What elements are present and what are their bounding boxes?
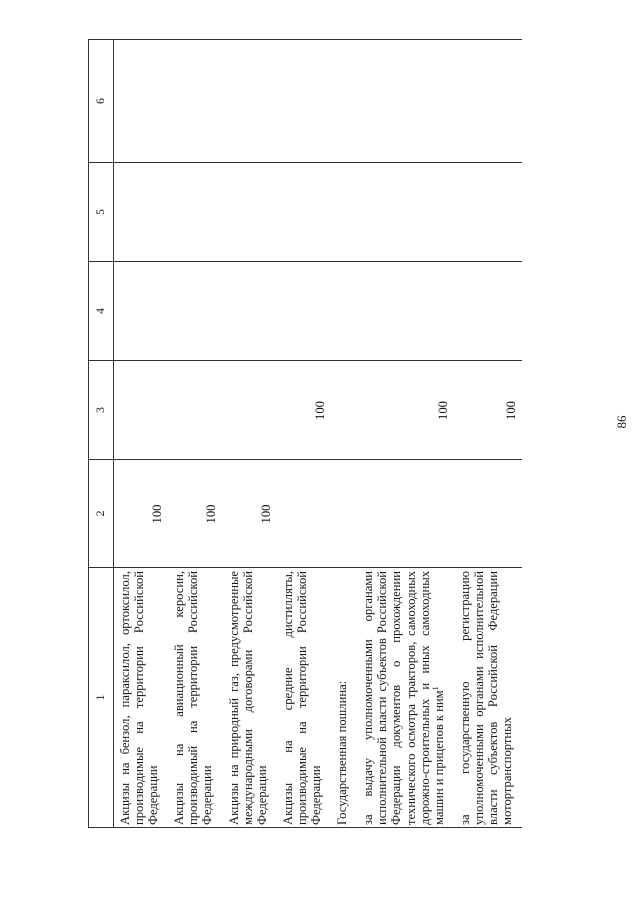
row-value-col2 <box>331 460 357 568</box>
budget-table <box>88 39 522 828</box>
table-row <box>168 40 222 828</box>
row-description: за государственную регистрацию уполномоченными органами исполнительной власти субъектов Российской Федерации мотортранспортных <box>454 568 522 828</box>
row-empty-col5 <box>277 163 331 262</box>
row-empty-col6 <box>277 40 331 163</box>
column-header-1: 1 <box>89 568 114 828</box>
column-header-5: 5 <box>89 163 114 262</box>
row-empty-col4 <box>223 262 277 361</box>
rotated-table-container <box>88 40 628 828</box>
row-empty-col6 <box>114 40 169 163</box>
table-row <box>357 40 454 828</box>
row-value-col2 <box>277 460 331 568</box>
row-description: Акцизы на средние дистилляты, производимые на территории Российской Федерации <box>277 568 331 828</box>
row-empty-col5 <box>223 163 277 262</box>
row-empty-col5 <box>357 163 454 262</box>
row-empty-col5 <box>168 163 222 262</box>
row-description-text: за выдачу уполномоченными органами исполнительной власти субъектов Российской Федерации документов о прохождении технического осмотра тракторов, самоходных дорожно-строительных и иных самоходных машин и прицепов к ним <box>361 571 446 825</box>
row-description-heading: Государственная пошлина: <box>331 568 357 828</box>
row-empty-col4 <box>357 262 454 361</box>
row-value-col3 <box>114 361 169 460</box>
row-description: Акцизы на бензол, параксилол, ортоксилол, производимые на территории Российской Федерации <box>114 568 169 828</box>
row-empty-col6 <box>454 40 522 163</box>
row-empty-col5 <box>114 163 169 262</box>
row-value-col3 <box>168 361 222 460</box>
row-empty-col4 <box>168 262 222 361</box>
row-empty-col6 <box>223 40 277 163</box>
row-value-col2 <box>454 460 522 568</box>
row-value-col3: 100 <box>454 361 522 460</box>
row-empty-col4 <box>277 262 331 361</box>
row-empty-col6 <box>168 40 222 163</box>
column-header-4: 4 <box>89 262 114 361</box>
row-empty-col5 <box>454 163 522 262</box>
column-header-3: 3 <box>89 361 114 460</box>
column-header-2: 2 <box>89 460 114 568</box>
row-description <box>357 568 454 828</box>
row-empty-col4 <box>454 262 522 361</box>
row-value-col2 <box>357 460 454 568</box>
row-empty-col5 <box>331 163 357 262</box>
table-row <box>454 40 522 828</box>
row-value-col2: 100 <box>114 460 169 568</box>
table-header-row <box>89 40 114 828</box>
row-value-col2: 100 <box>223 460 277 568</box>
table-row <box>223 40 277 828</box>
page-number: 86 <box>614 415 629 429</box>
row-value-col2: 100 <box>168 460 222 568</box>
row-description: Акцизы на авиационный керосин, производимый на территории Российской Федерации <box>168 568 222 828</box>
column-header-6: 6 <box>89 40 114 163</box>
row-value-col3 <box>223 361 277 460</box>
table-row <box>277 40 331 828</box>
row-value-col3: 100 <box>277 361 331 460</box>
footnote-marker: 1 <box>430 686 440 691</box>
row-empty-col6 <box>331 40 357 163</box>
row-description: Акцизы на природный газ, предусмотренные международными договорами Российской Федерации <box>223 568 277 828</box>
row-empty-col6 <box>357 40 454 163</box>
table-row <box>114 40 169 828</box>
row-value-col3 <box>331 361 357 460</box>
row-empty-col4 <box>114 262 169 361</box>
row-empty-col4 <box>331 262 357 361</box>
row-value-col3: 100 <box>357 361 454 460</box>
table-row <box>331 40 357 828</box>
